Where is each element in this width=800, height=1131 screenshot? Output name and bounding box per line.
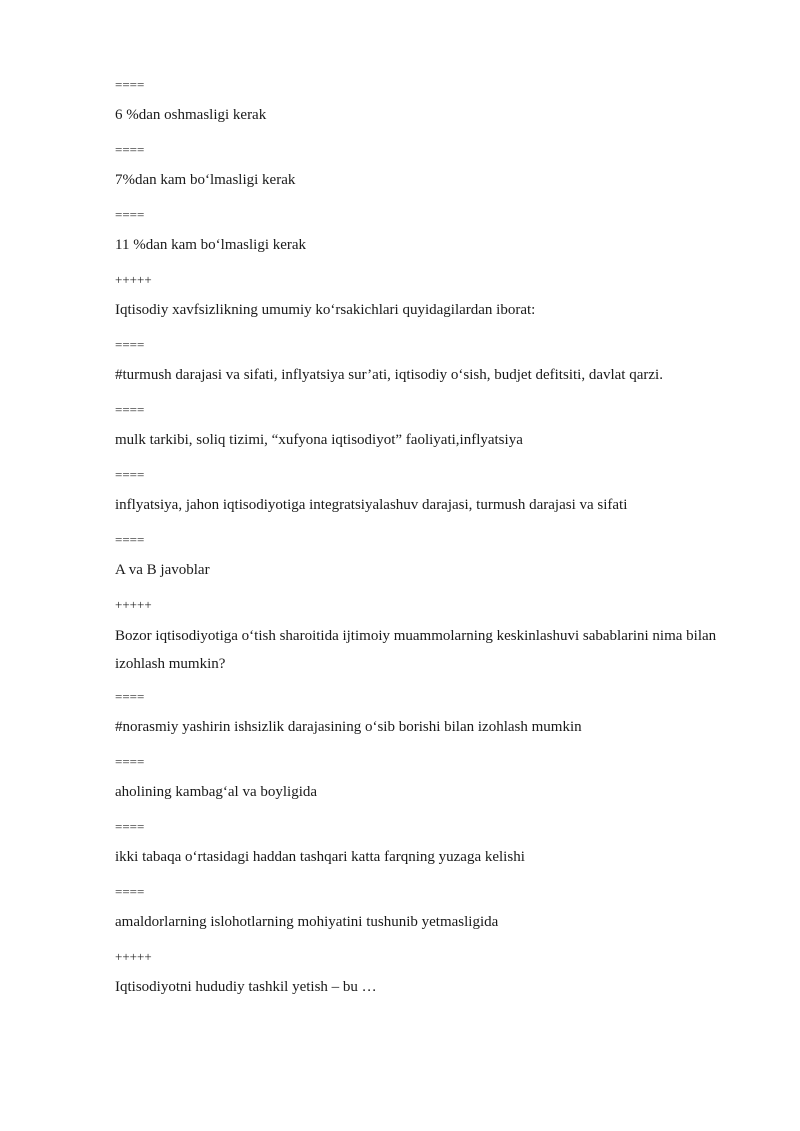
answer-option-correct: #norasmiy yashirin ishsizlik darajasining oʻsib borishi bilan izohlash mumkin	[115, 719, 582, 735]
question-text: Iqtisodiy xavfsizlikning umumiy koʻrsakichlari quyidagilardan iborat:	[115, 302, 536, 318]
separator-equals: ====	[115, 884, 145, 899]
answer-option: mulk tarkibi, soliq tizimi, “xufyona iqtisodiyot” faoliyati,inflyatsiya	[115, 432, 523, 448]
answer-option: ikki tabaqa oʻrtasidagi haddan tashqari katta farqning yuzaga kelishi	[115, 849, 525, 865]
separator-equals: ====	[115, 337, 145, 352]
answer-option: 6 %dan oshmasligi kerak	[115, 107, 267, 123]
separator-equals: ====	[115, 689, 145, 704]
separator-plus: +++++	[115, 597, 152, 612]
answer-option-correct: #turmush darajasi va sifati, inflyatsiya sur’ati, iqtisodiy oʻsish, budjet defitsiti, davlat qarzi.	[115, 367, 663, 383]
separator-equals: ====	[115, 77, 145, 92]
answer-option: 7%dan kam boʻlmasligi kerak	[115, 172, 296, 188]
question-text: Iqtisodiyotni hududiy tashkil yetish – bu …	[115, 979, 377, 995]
separator-equals: ====	[115, 819, 145, 834]
answer-option: amaldorlarning islohotlarning mohiyatini tushunib yetmasligida	[115, 914, 499, 930]
separator-equals: ====	[115, 754, 145, 769]
separator-equals: ====	[115, 142, 145, 157]
separator-equals: ====	[115, 207, 145, 222]
question-text: Bozor iqtisodiyotiga oʻtish sharoitida ijtimoiy muammolarning keskinlashuvi sabablarini nima bilan izohlash mumkin?	[115, 628, 717, 672]
separator-equals: ====	[115, 467, 145, 482]
separator-equals: ====	[115, 532, 145, 547]
answer-option: 11 %dan kam boʻlmasligi kerak	[115, 237, 307, 253]
answer-option: aholining kambagʻal va boyligida	[115, 784, 318, 800]
document-body	[115, 76, 755, 1013]
separator-plus: +++++	[115, 272, 152, 287]
answer-option: A va B javoblar	[115, 562, 210, 578]
answer-option: inflyatsiya, jahon iqtisodiyotiga integratsiyalashuv darajasi, turmush darajasi va sifati	[115, 497, 628, 513]
separator-equals: ====	[115, 402, 145, 417]
separator-plus: +++++	[115, 949, 152, 964]
